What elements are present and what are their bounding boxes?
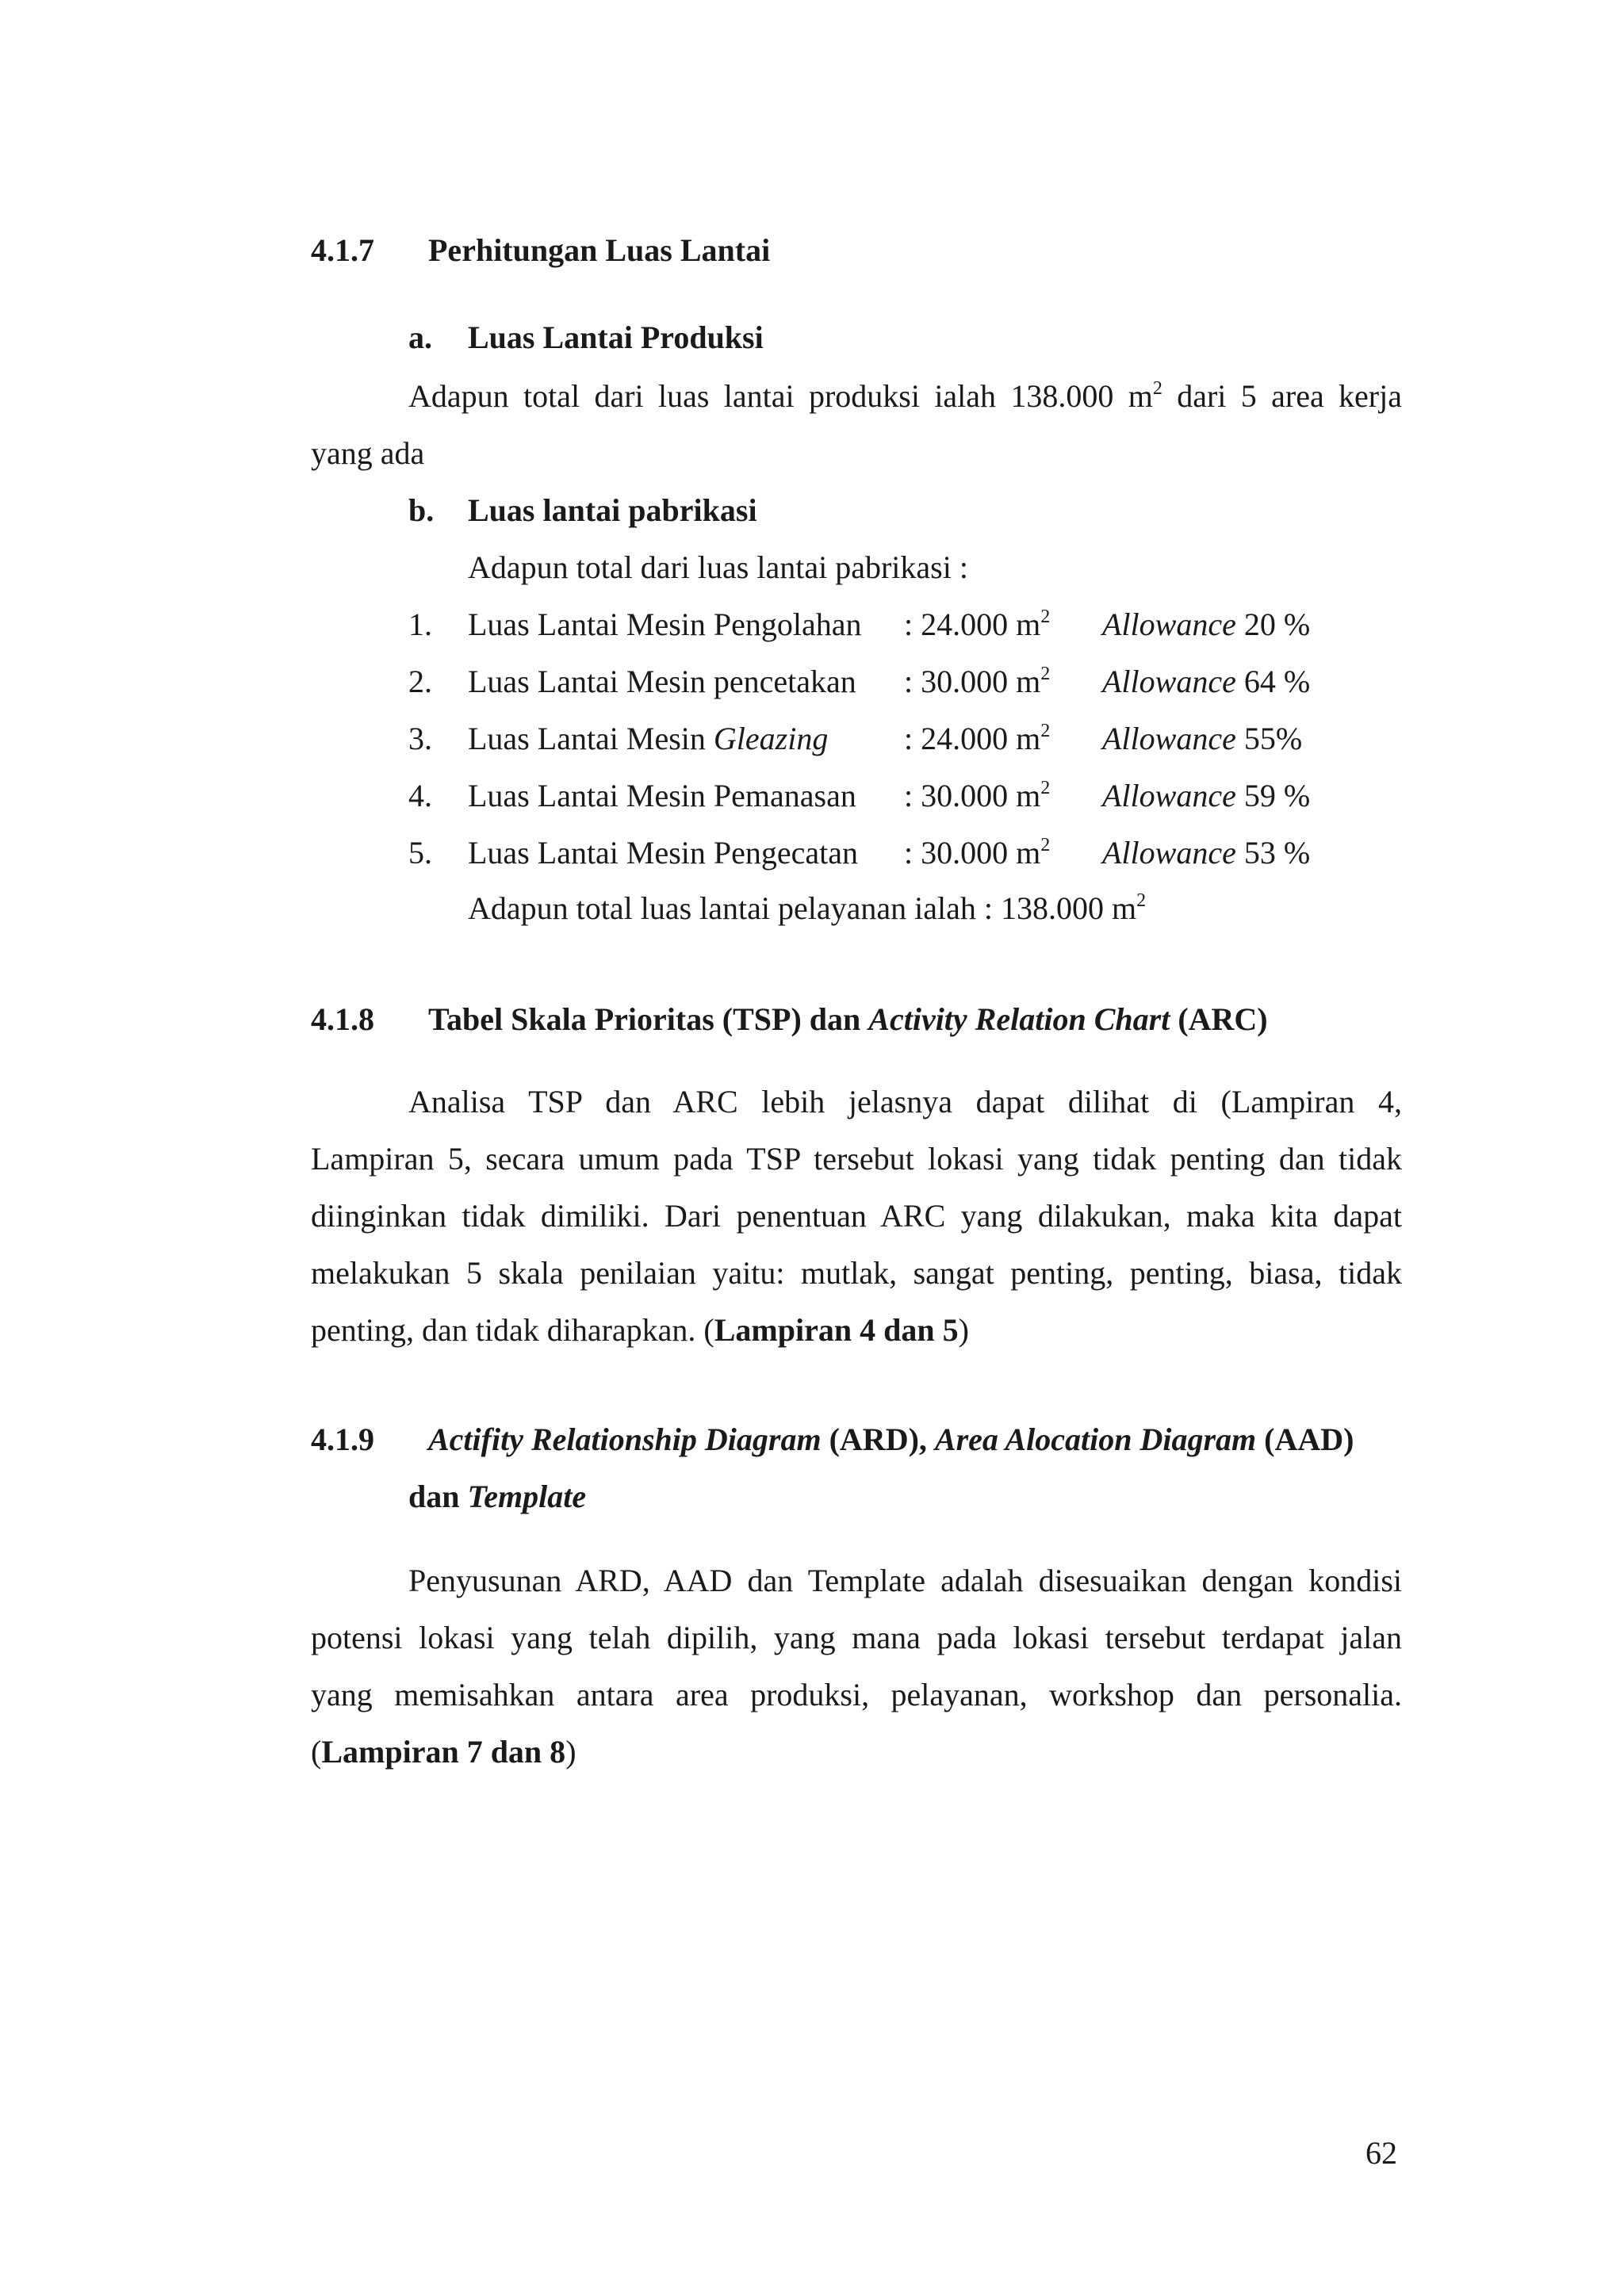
list-item-label: Luas Lantai Mesin Pemanasan bbox=[468, 778, 856, 813]
list-item-number: 1. bbox=[408, 607, 432, 642]
section-title-4-1-8: Tabel Skala Prioritas (TSP) dan Activity Relation Chart (ARC) bbox=[428, 1001, 1268, 1037]
list-item-allowance: Allowance 55% bbox=[1102, 721, 1303, 756]
paragraph-line: penting, dan tidak diharapkan. (Lampiran 4 dan 5) bbox=[311, 1312, 969, 1348]
paragraph-line: melakukan 5 skala penilaian yaitu: mutlak, sangat penting, penting, biasa, tidak bbox=[311, 1255, 1402, 1291]
paragraph-line: Lampiran 5, secara umum pada TSP tersebut lokasi yang tidak penting dan tidak bbox=[311, 1141, 1402, 1177]
list-item-label: Luas Lantai Mesin Pengolahan bbox=[468, 607, 862, 642]
list-item-allowance: Allowance 53 % bbox=[1102, 835, 1311, 871]
section-number-4-1-7: 4.1.7 bbox=[311, 232, 374, 268]
section-title-4-1-9: Actifity Relationship Diagram (ARD), Area Alocation Diagram (AAD) bbox=[428, 1422, 1354, 1457]
list-intro: Adapun total dari luas lantai pabrikasi : bbox=[468, 549, 968, 585]
appendix-reference: Lampiran 4 dan 5 bbox=[714, 1312, 959, 1348]
section-title-4-1-7: Perhitungan Luas Lantai bbox=[428, 232, 771, 268]
appendix-reference: Lampiran 7 dan 8 bbox=[321, 1734, 566, 1770]
subsection-heading-b: Luas lantai pabrikasi bbox=[468, 492, 757, 528]
list-item-area: : 24.000 $m^2$ bbox=[904, 607, 1051, 642]
list-item-label: Luas Lantai Mesin pencetakan bbox=[468, 664, 856, 699]
list-item-label: Luas Lantai Mesin Gleazing bbox=[468, 721, 829, 756]
list-item-number: 2. bbox=[408, 664, 432, 699]
total-floor-area: Adapun total luas lantai pelayanan ialah : 138.000 $m^2$ bbox=[468, 890, 1147, 926]
paragraph-line: Adapun total dari luas lantai produksi ialah 138.000 $m^2$ dari 5 area kerja bbox=[408, 378, 1402, 414]
list-item-number: 5. bbox=[408, 835, 432, 871]
list-item-area: : 30.000 $m^2$ bbox=[904, 835, 1051, 871]
subsection-heading-a: Luas Lantai Produksi bbox=[468, 320, 764, 355]
list-item-area: : 30.000 $m^2$ bbox=[904, 778, 1051, 813]
list-item-label: Luas Lantai Mesin Pengecatan bbox=[468, 835, 859, 871]
paragraph-line: (Lampiran 7 dan 8) bbox=[311, 1734, 576, 1770]
section-title-4-1-9-continued: dan Template bbox=[408, 1479, 587, 1514]
subsection-letter-b: b. bbox=[408, 492, 435, 528]
list-item-allowance: Allowance 20 % bbox=[1102, 607, 1311, 642]
list-item-area: : 30.000 $m^2$ bbox=[904, 664, 1051, 699]
paragraph-line: Analisa TSP dan ARC lebih jelasnya dapat dilihat di (Lampiran 4, bbox=[408, 1084, 1402, 1119]
list-item-number: 3. bbox=[408, 721, 432, 756]
paragraph-line: yang memisahkan antara area produksi, pelayanan, workshop dan personalia. bbox=[311, 1677, 1402, 1712]
page-number: 62 bbox=[1365, 2135, 1397, 2171]
paragraph-line: Penyusunan ARD, AAD dan Template adalah disesuaikan dengan kondisi bbox=[408, 1563, 1402, 1598]
section-number-4-1-8: 4.1.8 bbox=[311, 1001, 374, 1037]
section-number-4-1-9: 4.1.9 bbox=[311, 1422, 374, 1457]
paragraph-line: diinginkan tidak dimiliki. Dari penentuan ARC yang dilakukan, maka kita dapat bbox=[311, 1198, 1402, 1234]
list-item-number: 4. bbox=[408, 778, 432, 813]
paragraph-line: yang ada bbox=[311, 435, 425, 471]
list-item-allowance: Allowance 59 % bbox=[1102, 778, 1311, 813]
subsection-letter-a: a. bbox=[408, 320, 432, 355]
paragraph-line: potensi lokasi yang telah dipilih, yang mana pada lokasi tersebut terdapat jalan bbox=[311, 1620, 1402, 1655]
list-item-area: : 24.000 $m^2$ bbox=[904, 721, 1051, 756]
list-item-allowance: Allowance 64 % bbox=[1102, 664, 1311, 699]
